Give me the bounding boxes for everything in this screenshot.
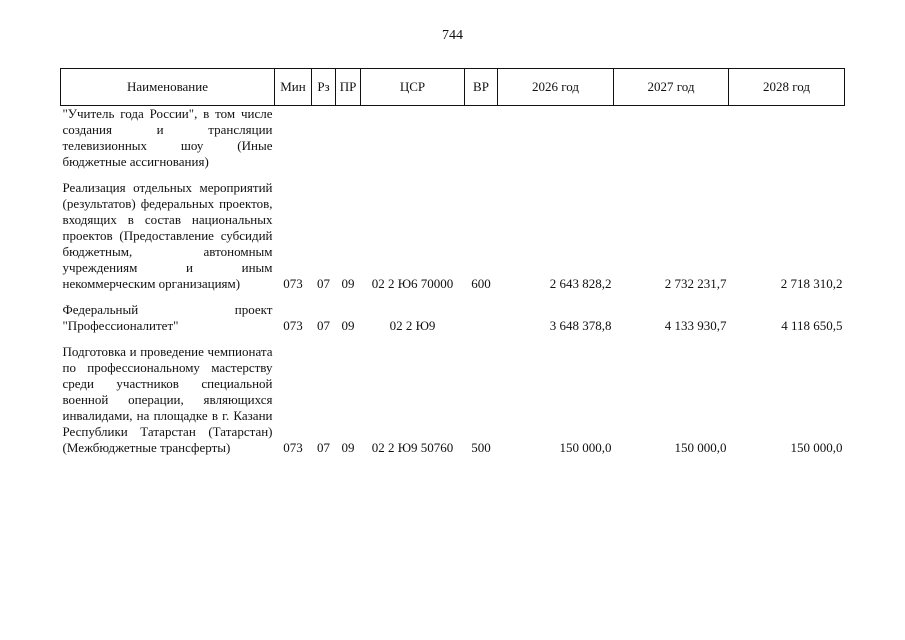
row-2027: 2 732 231,7 [664,276,727,291]
row-2026: 2 643 828,2 [549,276,612,291]
row-2026: 3 648 378,8 [549,318,612,333]
row-2027: 4 133 930,7 [664,318,727,333]
row-pr [336,106,361,181]
row-vr: 600 [471,276,491,291]
row-2028 [729,106,845,181]
row-rz: 07 [317,318,330,333]
header-vr: ВР [465,69,498,106]
row-2027 [614,106,729,181]
header-name: Наименование [61,69,275,106]
row-min: 073 [283,276,303,291]
row-csr: 02 2 Ю6 70000 [371,276,454,291]
row-rz [312,106,336,181]
table-row [61,344,845,456]
table-row [61,106,845,181]
row-pr: 09 [341,440,355,455]
row-name: Реализация отдельных мероприятий (результатов) федеральных проектов, входящих в состав национальных проектов (Предоставление субсидий бюджетным, автономным учреждениям и иным некоммерческим организациям) [62,180,273,291]
row-vr [465,106,498,181]
budget-table [60,68,845,456]
row-csr [361,106,465,181]
header-2027: 2027 год [614,69,729,106]
header-csr: ЦСР [361,69,465,106]
row-rz: 07 [317,440,330,455]
table-row [61,180,845,302]
header-2028: 2028 год [729,69,845,106]
row-csr: 02 2 Ю9 50760 [371,440,454,455]
table-header-row [61,69,845,106]
header-rz: Рз [312,69,336,106]
row-name: "Учитель года России", в том числе создания и трансляции телевизионных шоу (Иные бюджетные ассигнования) [62,106,273,169]
row-rz: 07 [317,276,330,291]
row-2028: 4 118 650,5 [781,318,843,333]
row-2027: 150 000,0 [674,440,727,455]
row-2028: 2 718 310,2 [780,276,843,291]
row-name: Подготовка и проведение чемпионата по профессиональному мастерству среди участников специальной военной операции, являющихся инвалидами, на площадке в г. Казани Республики Татарстан (Татарстан) (Межбюджетные трансферты) [62,344,273,455]
header-pr: ПР [336,69,361,106]
row-2026: 150 000,0 [559,440,612,455]
row-pr: 09 [341,318,355,333]
row-2028: 150 000,0 [790,440,843,455]
row-name: Федеральный проект "Профессионалитет" [62,302,273,333]
row-pr: 09 [341,276,355,291]
row-csr: 02 2 Ю9 [389,318,436,333]
row-min: 073 [283,440,303,455]
row-vr [465,302,498,344]
row-min: 073 [283,318,303,333]
row-min [275,106,312,181]
table-row [61,302,845,344]
page-number: 744 [442,28,463,43]
row-2026 [498,106,614,181]
row-vr: 500 [471,440,491,455]
header-min: Мин [275,69,312,106]
header-2026: 2026 год [498,69,614,106]
